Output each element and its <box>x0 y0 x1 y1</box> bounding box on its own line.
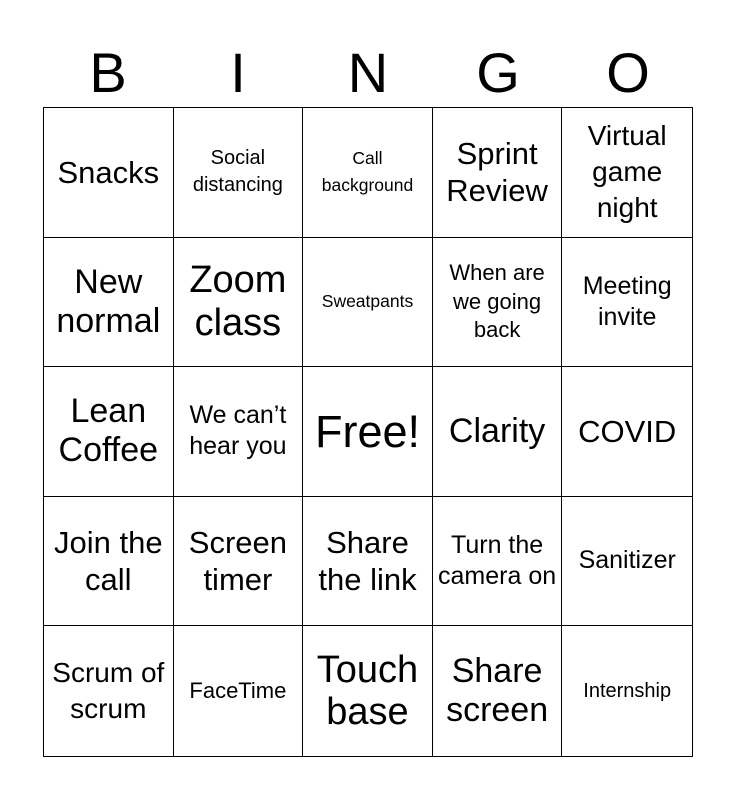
cell-label: Internship <box>583 679 672 702</box>
bingo-header <box>43 40 693 106</box>
bingo-cell[interactable] <box>562 626 692 756</box>
cell-label: Snacks <box>57 154 160 190</box>
bingo-board <box>43 107 693 757</box>
cell-label: Sanitizer <box>578 546 676 575</box>
header-letter-b: B <box>89 41 127 104</box>
bingo-cell[interactable] <box>44 238 174 368</box>
bingo-cell[interactable] <box>174 497 304 627</box>
bingo-cell[interactable] <box>44 626 174 756</box>
cell-label: Share screen <box>446 652 549 730</box>
cell-label: Lean Coffee <box>58 392 159 470</box>
bingo-cell[interactable] <box>174 238 304 368</box>
bingo-cell[interactable] <box>44 108 174 238</box>
bingo-cell[interactable] <box>433 626 563 756</box>
bingo-cell[interactable] <box>303 108 433 238</box>
bingo-cell[interactable] <box>174 367 304 497</box>
cell-label: Virtual game night <box>587 119 667 224</box>
free-space-label: Free! <box>314 405 420 457</box>
cell-label: COVID <box>578 413 677 449</box>
bingo-cell[interactable] <box>303 497 433 627</box>
bingo-cell free-space[interactable] <box>303 367 433 497</box>
header-letter-n: N <box>347 41 389 104</box>
header-letter-i: I <box>230 41 246 104</box>
cell-label: Meeting invite <box>582 271 672 331</box>
bingo-cell[interactable] <box>433 108 563 238</box>
cell-label: Zoom class <box>189 259 287 344</box>
bingo-cell[interactable] <box>303 238 433 368</box>
bingo-cell[interactable] <box>433 367 563 497</box>
cell-label: When are we going back <box>449 260 545 343</box>
cell-label: FaceTime <box>189 677 287 703</box>
bingo-cell[interactable] <box>562 497 692 627</box>
bingo-cell[interactable] <box>44 367 174 497</box>
bingo-cell[interactable] <box>562 108 692 238</box>
bingo-cell[interactable] <box>303 626 433 756</box>
cell-label: Turn the camera on <box>438 530 557 591</box>
cell-label: Call background <box>321 148 414 196</box>
cell-label: Touch base <box>316 648 419 734</box>
bingo-cell[interactable] <box>44 497 174 627</box>
cell-label: Clarity <box>448 411 546 450</box>
header-letter-g: G <box>476 41 520 104</box>
bingo-cell[interactable] <box>433 497 563 627</box>
cell-label: We can’t hear you <box>189 401 287 461</box>
cell-label: Social distancing <box>192 147 283 197</box>
bingo-cell[interactable] <box>433 238 563 368</box>
cell-label: New normal <box>56 262 161 340</box>
cell-label: Scrum of scrum <box>52 656 165 725</box>
bingo-cell[interactable] <box>174 626 304 756</box>
bingo-cell[interactable] <box>562 238 692 368</box>
cell-label: Screen timer <box>188 524 287 598</box>
cell-label: Sweatpants <box>321 291 414 312</box>
cell-label: Join the call <box>54 524 163 598</box>
cell-label: Share the link <box>318 524 417 598</box>
cell-label: Sprint Review <box>446 136 548 209</box>
header-letter-o: O <box>606 41 650 104</box>
bingo-cell[interactable] <box>562 367 692 497</box>
bingo-cell[interactable] <box>174 108 304 238</box>
